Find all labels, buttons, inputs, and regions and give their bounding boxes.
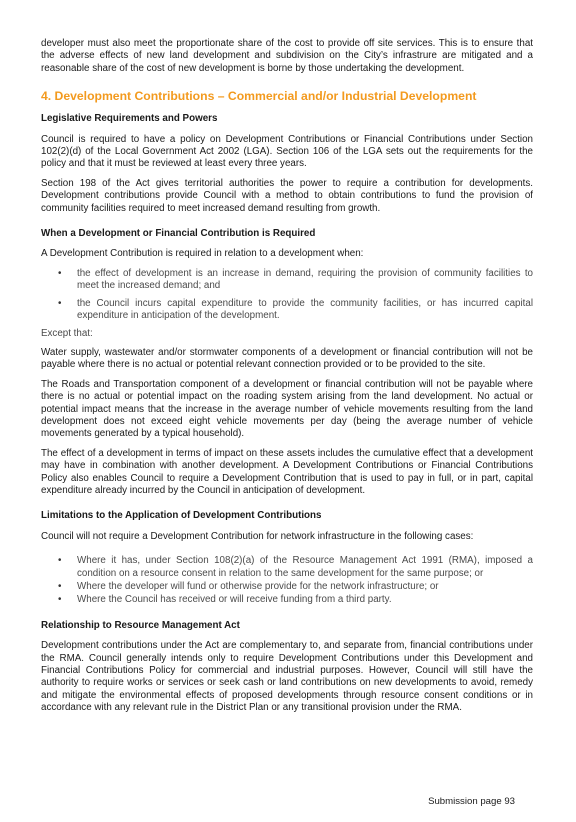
list-item	[41, 555, 533, 580]
bullet-icon: •	[58, 594, 62, 606]
list-item	[41, 581, 533, 593]
bullet-icon: •	[58, 555, 62, 567]
when-required-paragraph-3: The effect of a development in terms of impact on these assets includes the cumulative effect that a development may have in combination with another development. A Development Contributions or Financial Contributions Policy also enables Council to require a Development Contribution that is used to pay in full, or in part, capital expenditure already incurred by the Council in anticipation of development.	[41, 447, 533, 496]
intro-paragraph: developer must also meet the proportionate share of the cost to provide off site services. This is to ensure that the adverse effects of new land development and subdivision on the City’s infrastrure are mitigated and a reasonable share of the cost of new development is borne by those undertaking the development.	[41, 38, 533, 74]
list-item-text: Where the Council has received or will receive funding from a third party.	[77, 594, 392, 606]
bullet-icon: •	[58, 267, 62, 279]
when-required-intro: A Development Contribution is required in relation to a development when:	[41, 248, 364, 260]
bullet-icon: •	[58, 297, 62, 309]
rma-paragraph: Development contributions under the Act are complementary to, and separate from, financial contributions under the RMA. Council generally intends only to require Development Contributions under this Development and Financial Contributions Policy for commercial and industrial purposes. However, Council will still have the authority to require works or services or seek cash or land contributions on new developments to avoid, remedy and mitigate the environmental effects of proposed developments through resource consent conditions or in accordance with any relevant rule in the District Plan or any transitional provision under the RMA.	[41, 640, 533, 714]
list-item-text: Where the developer will fund or otherwise provide for the network infrastructure; or	[77, 581, 439, 592]
rma-heading: Relationship to Resource Management Act	[41, 619, 240, 631]
legislative-paragraph-1: Council is required to have a policy on Development Contributions or Financial Contributions under Section 102(2)(d) of the Local Government Act 2002 (LGA). Section 106 of the LGA sets out the requirements for the policy and that it must be reviewed at least every three years.	[41, 133, 533, 170]
limitations-list	[41, 555, 533, 607]
list-item-text: Where it has, under Section 108(2)(a) of the Resource Management Act 1991 (RMA), imposed a condition on a resource consent in relation to the same development for the same purpose; or	[77, 555, 533, 579]
limitations-heading: Limitations to the Application of Development Contributions	[41, 510, 322, 522]
list-item-text: the effect of development is an increase in demand, requiring the provision of community facilities to meet the increased demand; and	[77, 267, 533, 292]
list-item	[41, 594, 533, 606]
list-item	[41, 298, 533, 323]
when-required-heading: When a Development or Financial Contribution is Required	[41, 228, 316, 240]
list-item-text: the Council incurs capital expenditure to provide the community facilities, or has incurred capital expenditure in anticipation of the development.	[77, 297, 533, 322]
bullet-icon: •	[58, 581, 62, 592]
legislative-paragraph-2: Section 198 of the Act gives territorial authorities the power to require a contribution for developments. Development contributions provide Council with a method to obtain contributions to fund the provision of community facilities required to meet increased demand resulting from growth.	[41, 177, 533, 214]
section-title: 4. Development Contributions – Commercial and/or Industrial Development	[41, 89, 477, 104]
when-required-paragraph-1: Water supply, wastewater and/or stormwater components of a development or financial contribution will not be payable where there is no actual or potential relevant connection provided or to be provided to the site.	[41, 346, 533, 371]
except-label: Except that:	[41, 327, 93, 339]
legislative-heading: Legislative Requirements and Powers	[41, 113, 218, 125]
limitations-intro: Council will not require a Development Contribution for network infrastructure in the following cases:	[41, 530, 474, 542]
page-number-footer: Submission page 93	[428, 796, 515, 807]
list-item	[41, 268, 533, 293]
when-required-paragraph-2: The Roads and Transportation component of a development or financial contribution will not be payable where there is no actual or potential impact on the roading system arising from the land development. No actual or potential impact means that the increase in the average number of vehicle movements resulting from the land development does not exceed eight vehicle movements per day (being the average number of vehicle movements generated by a typical household).	[41, 378, 533, 440]
document-page	[41, 38, 533, 722]
when-required-list	[41, 268, 533, 323]
